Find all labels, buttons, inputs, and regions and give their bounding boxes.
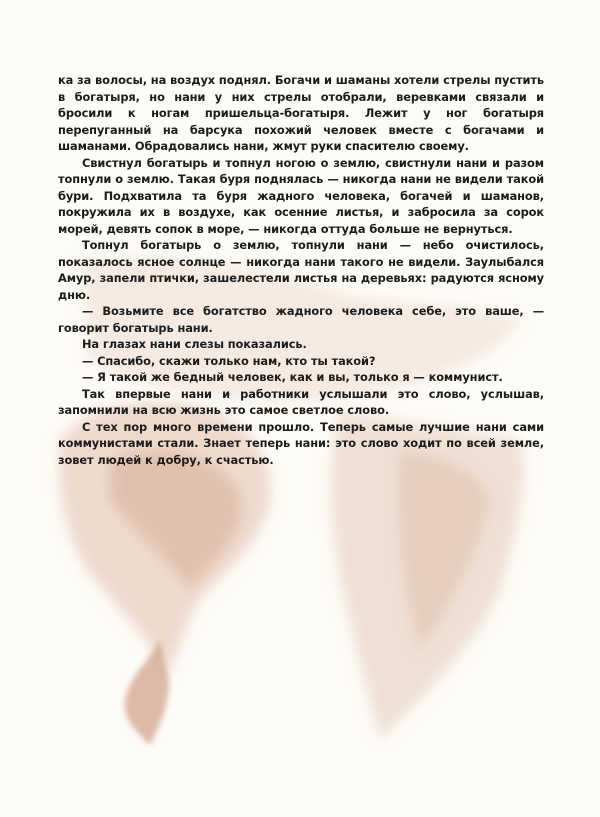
paragraph: На глазах нани слезы показались. <box>82 337 307 351</box>
paragraph: С тех пор много времени прошло. Теперь самые лучшие нани сами коммунистами стали. Знает теперь нани: это слово ходит по всей земле, зовет людей к добру, к счастью. <box>58 419 544 467</box>
paragraph: — Возьмите все богатство жадного человека себе, это ваше, — говорит богатырь нани. <box>58 304 544 335</box>
paragraph: — Я такой же бедный человек, как и вы, только я — коммунист. <box>82 370 503 384</box>
paragraph: Топнул богатырь о землю, топнули нани — небо очистилось, показалось ясное солнце — никогда нани такого не видели. Заулыбался Амур, запели птички, зашелестели листья на деревьях: радуются ясному дню. <box>58 238 544 302</box>
paragraph: Так впервые нани и работники услышали это слово, услышав, запомнили на всю жизнь это самое светлое слово. <box>58 386 544 417</box>
paragraph: Свистнул богатырь и топнул ногою о землю, свистнули нани и разом топнули о землю. Такая буря поднялась — никогда нани не видели такой бури. Подхватила та буря жадного человека, богачей и шаманов, покружила их в воздухе, как осенние листья, и забросила за сорок морей, девять сопок в море, — никогда оттуда больше не вернуться. <box>58 155 544 236</box>
paragraph: ка за волосы, на воздух поднял. Богачи и шаманы хотели стрелы пустить в богатыря, но нани у них стрелы отобрали, веревками связали и бросили к ногам пришельца-богатыря. Лежит у ног богатыря перепуганный на барсука похожий человек вместе с богачами и шаманами. Обрадовались нани, жмут руки спасителю своему. <box>58 73 544 153</box>
body-text <box>58 72 544 468</box>
stain-drip <box>125 640 169 745</box>
paragraph: — Спасибо, скажи только нам, кто ты такой? <box>82 353 376 368</box>
